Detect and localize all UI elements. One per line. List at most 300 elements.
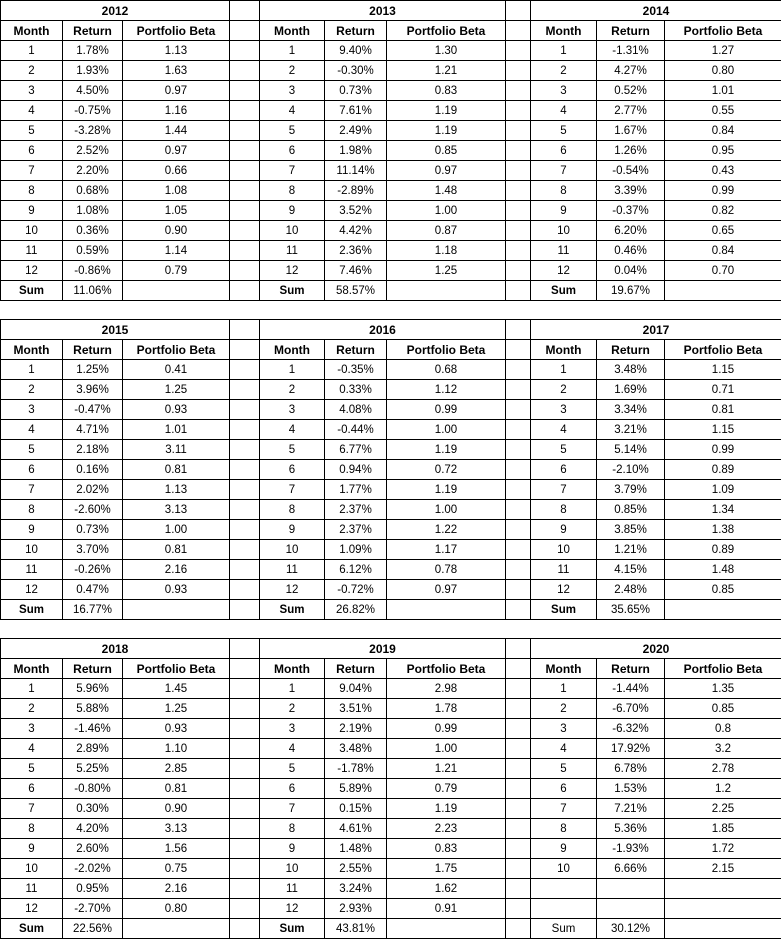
cell-return[interactable]: 1.69% — [597, 380, 665, 400]
cell-return[interactable]: 3.52% — [325, 201, 387, 221]
cell-portfolio-beta[interactable]: 3.11 — [123, 440, 230, 460]
cell-return[interactable]: 3.48% — [597, 360, 665, 380]
cell-portfolio-beta[interactable]: 0.78 — [387, 560, 506, 580]
cell-portfolio-beta[interactable]: 1.2 — [665, 779, 781, 799]
cell-return[interactable]: -0.30% — [325, 61, 387, 81]
cell-return[interactable]: 0.73% — [325, 81, 387, 101]
cell-portfolio-beta[interactable]: 0.85 — [665, 699, 781, 719]
cell-portfolio-beta[interactable]: 0.87 — [387, 221, 506, 241]
cell-sum-beta[interactable] — [387, 919, 506, 939]
cell-month[interactable]: 12 — [1, 899, 63, 919]
cell-return[interactable]: 1.53% — [597, 779, 665, 799]
cell-month[interactable]: 10 — [1, 221, 63, 241]
cell-portfolio-beta[interactable]: 1.18 — [387, 241, 506, 261]
cell-month[interactable]: 10 — [531, 540, 597, 560]
cell-portfolio-beta[interactable]: 1.16 — [123, 101, 230, 121]
cell-return[interactable]: 1.77% — [325, 480, 387, 500]
cell-return[interactable]: 6.78% — [597, 759, 665, 779]
cell-portfolio-beta[interactable]: 1.85 — [665, 819, 781, 839]
cell-month[interactable]: 9 — [1, 201, 63, 221]
cell-portfolio-beta[interactable]: 3.2 — [665, 739, 781, 759]
cell-month[interactable]: 11 — [1, 879, 63, 899]
cell-return[interactable]: 0.94% — [325, 460, 387, 480]
cell-month[interactable]: 3 — [1, 81, 63, 101]
cell-month[interactable]: 8 — [260, 500, 325, 520]
cell-month[interactable]: 11 — [1, 241, 63, 261]
cell-month[interactable]: 3 — [531, 81, 597, 101]
cell-portfolio-beta[interactable]: 1.21 — [387, 61, 506, 81]
cell-month[interactable]: 9 — [531, 520, 597, 540]
cell-month[interactable]: 1 — [531, 360, 597, 380]
cell-return[interactable]: 3.96% — [63, 380, 123, 400]
cell-month[interactable]: 4 — [531, 739, 597, 759]
cell-return[interactable]: 1.93% — [63, 61, 123, 81]
cell-return[interactable]: 1.67% — [597, 121, 665, 141]
cell-month[interactable]: 12 — [531, 261, 597, 281]
cell-month[interactable]: 3 — [260, 81, 325, 101]
cell-month[interactable]: 8 — [531, 500, 597, 520]
cell-return[interactable]: 5.96% — [63, 679, 123, 699]
cell-portfolio-beta[interactable]: 1.19 — [387, 101, 506, 121]
cell-portfolio-beta[interactable]: 2.16 — [123, 879, 230, 899]
cell-portfolio-beta[interactable]: 0.97 — [387, 161, 506, 181]
cell-month[interactable]: 7 — [531, 799, 597, 819]
cell-month[interactable]: 7 — [260, 161, 325, 181]
cell-return[interactable]: 6.12% — [325, 560, 387, 580]
cell-portfolio-beta[interactable]: 0.82 — [665, 201, 781, 221]
cell-return[interactable]: -0.54% — [597, 161, 665, 181]
cell-month[interactable]: 7 — [531, 161, 597, 181]
cell-portfolio-beta[interactable]: 0.85 — [665, 580, 781, 600]
cell-portfolio-beta[interactable]: 1.21 — [387, 759, 506, 779]
cell-sum-beta[interactable] — [387, 281, 506, 301]
cell-portfolio-beta[interactable]: 1.00 — [123, 520, 230, 540]
cell-portfolio-beta[interactable]: 1.48 — [665, 560, 781, 580]
cell-portfolio-beta[interactable]: 0.83 — [387, 81, 506, 101]
cell-portfolio-beta[interactable]: 1.56 — [123, 839, 230, 859]
cell-sum-return[interactable]: 19.67% — [597, 281, 665, 301]
cell-month[interactable]: 12 — [260, 580, 325, 600]
cell-month[interactable]: 5 — [531, 440, 597, 460]
cell-return[interactable]: 2.49% — [325, 121, 387, 141]
cell-month[interactable]: 4 — [1, 420, 63, 440]
cell-month[interactable]: 6 — [531, 460, 597, 480]
cell-return[interactable]: 3.39% — [597, 181, 665, 201]
cell-return[interactable]: 2.52% — [63, 141, 123, 161]
cell-blank[interactable] — [531, 899, 597, 919]
cell-month[interactable]: 5 — [1, 759, 63, 779]
cell-return[interactable]: 2.48% — [597, 580, 665, 600]
cell-portfolio-beta[interactable]: 0.80 — [123, 899, 230, 919]
cell-return[interactable]: 0.85% — [597, 500, 665, 520]
cell-month[interactable]: 11 — [1, 560, 63, 580]
cell-month[interactable]: 3 — [260, 719, 325, 739]
cell-portfolio-beta[interactable]: 0.91 — [387, 899, 506, 919]
cell-month[interactable]: 2 — [1, 699, 63, 719]
cell-return[interactable]: 3.79% — [597, 480, 665, 500]
cell-month[interactable]: 8 — [260, 181, 325, 201]
cell-return[interactable]: 1.98% — [325, 141, 387, 161]
cell-portfolio-beta[interactable]: 1.05 — [123, 201, 230, 221]
cell-portfolio-beta[interactable]: 0.89 — [665, 540, 781, 560]
cell-portfolio-beta[interactable]: 1.00 — [387, 201, 506, 221]
cell-month[interactable]: 10 — [531, 221, 597, 241]
cell-month[interactable]: 1 — [531, 679, 597, 699]
cell-return[interactable]: 3.24% — [325, 879, 387, 899]
cell-month[interactable]: 9 — [260, 201, 325, 221]
cell-portfolio-beta[interactable]: 0.80 — [665, 61, 781, 81]
cell-month[interactable]: 5 — [531, 121, 597, 141]
cell-return[interactable]: 5.36% — [597, 819, 665, 839]
cell-return[interactable]: 7.61% — [325, 101, 387, 121]
cell-month[interactable]: 1 — [260, 360, 325, 380]
cell-month[interactable]: 1 — [1, 360, 63, 380]
cell-month[interactable]: 2 — [531, 699, 597, 719]
cell-month[interactable]: 8 — [260, 819, 325, 839]
cell-return[interactable]: 3.21% — [597, 420, 665, 440]
cell-return[interactable]: 2.60% — [63, 839, 123, 859]
cell-return[interactable]: 11.14% — [325, 161, 387, 181]
cell-sum-return[interactable]: 58.57% — [325, 281, 387, 301]
cell-return[interactable]: 2.55% — [325, 859, 387, 879]
cell-portfolio-beta[interactable]: 1.01 — [123, 420, 230, 440]
cell-portfolio-beta[interactable]: 0.97 — [123, 81, 230, 101]
cell-month[interactable]: 1 — [531, 41, 597, 61]
cell-month[interactable]: 7 — [1, 480, 63, 500]
cell-return[interactable]: -0.26% — [63, 560, 123, 580]
cell-return[interactable]: 1.21% — [597, 540, 665, 560]
cell-portfolio-beta[interactable]: 0.93 — [123, 719, 230, 739]
cell-return[interactable]: -1.44% — [597, 679, 665, 699]
cell-return[interactable]: 0.46% — [597, 241, 665, 261]
cell-month[interactable]: 5 — [531, 759, 597, 779]
cell-portfolio-beta[interactable]: 0.71 — [665, 380, 781, 400]
cell-return[interactable]: 7.46% — [325, 261, 387, 281]
cell-month[interactable]: 12 — [1, 580, 63, 600]
cell-month[interactable]: 9 — [260, 520, 325, 540]
cell-return[interactable]: 0.68% — [63, 181, 123, 201]
cell-month[interactable]: 12 — [531, 580, 597, 600]
cell-portfolio-beta[interactable]: 0.79 — [123, 261, 230, 281]
cell-return[interactable]: 2.89% — [63, 739, 123, 759]
cell-return[interactable]: 1.08% — [63, 201, 123, 221]
cell-portfolio-beta[interactable]: 1.35 — [665, 679, 781, 699]
cell-portfolio-beta[interactable]: 1.48 — [387, 181, 506, 201]
cell-return[interactable]: 2.37% — [325, 520, 387, 540]
cell-blank[interactable] — [665, 879, 781, 899]
cell-return[interactable]: -0.86% — [63, 261, 123, 281]
cell-return[interactable]: 0.15% — [325, 799, 387, 819]
cell-return[interactable]: -2.89% — [325, 181, 387, 201]
cell-month[interactable]: 10 — [260, 221, 325, 241]
cell-return[interactable]: -0.72% — [325, 580, 387, 600]
cell-portfolio-beta[interactable]: 2.23 — [387, 819, 506, 839]
cell-return[interactable]: 9.04% — [325, 679, 387, 699]
cell-month[interactable]: 11 — [531, 241, 597, 261]
cell-portfolio-beta[interactable]: 1.27 — [665, 41, 781, 61]
cell-portfolio-beta[interactable]: 2.16 — [123, 560, 230, 580]
cell-portfolio-beta[interactable]: 2.78 — [665, 759, 781, 779]
cell-return[interactable]: 5.89% — [325, 779, 387, 799]
cell-return[interactable]: -1.78% — [325, 759, 387, 779]
cell-return[interactable]: 1.09% — [325, 540, 387, 560]
cell-month[interactable]: 9 — [531, 201, 597, 221]
cell-portfolio-beta[interactable]: 1.45 — [123, 679, 230, 699]
cell-month[interactable]: 3 — [1, 400, 63, 420]
cell-month[interactable]: 5 — [260, 440, 325, 460]
cell-return[interactable]: -2.02% — [63, 859, 123, 879]
cell-portfolio-beta[interactable]: 0.55 — [665, 101, 781, 121]
cell-month[interactable]: 10 — [1, 859, 63, 879]
cell-month[interactable]: 4 — [531, 420, 597, 440]
cell-month[interactable]: 3 — [260, 400, 325, 420]
cell-month[interactable]: 5 — [1, 121, 63, 141]
cell-sum-beta[interactable] — [665, 600, 781, 620]
cell-return[interactable]: 6.66% — [597, 859, 665, 879]
cell-portfolio-beta[interactable]: 0.8 — [665, 719, 781, 739]
cell-portfolio-beta[interactable]: 1.19 — [387, 440, 506, 460]
cell-sum-beta[interactable] — [387, 600, 506, 620]
cell-return[interactable]: 0.33% — [325, 380, 387, 400]
cell-return[interactable]: 0.59% — [63, 241, 123, 261]
cell-return[interactable]: 1.26% — [597, 141, 665, 161]
cell-return[interactable]: 0.95% — [63, 879, 123, 899]
cell-portfolio-beta[interactable]: 0.75 — [123, 859, 230, 879]
cell-month[interactable]: 4 — [260, 101, 325, 121]
cell-portfolio-beta[interactable]: 0.95 — [665, 141, 781, 161]
cell-month[interactable]: 2 — [531, 380, 597, 400]
cell-month[interactable]: 6 — [531, 779, 597, 799]
cell-return[interactable]: 4.42% — [325, 221, 387, 241]
cell-portfolio-beta[interactable]: 1.10 — [123, 739, 230, 759]
cell-return[interactable]: 5.25% — [63, 759, 123, 779]
cell-portfolio-beta[interactable]: 0.99 — [665, 440, 781, 460]
cell-portfolio-beta[interactable]: 0.97 — [387, 580, 506, 600]
cell-month[interactable]: 11 — [260, 241, 325, 261]
cell-month[interactable]: 4 — [260, 739, 325, 759]
cell-return[interactable]: -1.31% — [597, 41, 665, 61]
cell-sum-return[interactable]: 22.56% — [63, 919, 123, 939]
cell-sum-return[interactable]: 11.06% — [63, 281, 123, 301]
cell-blank[interactable] — [597, 879, 665, 899]
cell-portfolio-beta[interactable]: 0.85 — [387, 141, 506, 161]
cell-portfolio-beta[interactable]: 0.79 — [387, 779, 506, 799]
cell-sum-beta[interactable] — [123, 281, 230, 301]
cell-return[interactable]: -2.10% — [597, 460, 665, 480]
cell-return[interactable]: 4.08% — [325, 400, 387, 420]
cell-return[interactable]: 3.48% — [325, 739, 387, 759]
cell-portfolio-beta[interactable]: 0.43 — [665, 161, 781, 181]
cell-portfolio-beta[interactable]: 1.38 — [665, 520, 781, 540]
cell-return[interactable]: 2.02% — [63, 480, 123, 500]
cell-month[interactable]: 6 — [1, 779, 63, 799]
cell-portfolio-beta[interactable]: 1.08 — [123, 181, 230, 201]
cell-return[interactable]: 5.14% — [597, 440, 665, 460]
cell-month[interactable]: 8 — [1, 500, 63, 520]
cell-sum-beta[interactable] — [665, 281, 781, 301]
cell-return[interactable]: 1.78% — [63, 41, 123, 61]
cell-return[interactable]: 0.04% — [597, 261, 665, 281]
cell-month[interactable]: 4 — [260, 420, 325, 440]
cell-portfolio-beta[interactable]: 0.66 — [123, 161, 230, 181]
cell-return[interactable]: 1.48% — [325, 839, 387, 859]
cell-return[interactable]: 3.51% — [325, 699, 387, 719]
cell-return[interactable]: 4.71% — [63, 420, 123, 440]
cell-portfolio-beta[interactable]: 0.99 — [665, 181, 781, 201]
cell-month[interactable]: 6 — [1, 460, 63, 480]
cell-portfolio-beta[interactable]: 1.25 — [123, 699, 230, 719]
cell-month[interactable]: 8 — [1, 181, 63, 201]
cell-month[interactable]: 1 — [260, 679, 325, 699]
cell-month[interactable]: 9 — [1, 520, 63, 540]
cell-portfolio-beta[interactable]: 3.13 — [123, 819, 230, 839]
cell-month[interactable]: 12 — [1, 261, 63, 281]
cell-month[interactable]: 5 — [260, 121, 325, 141]
cell-portfolio-beta[interactable]: 1.15 — [665, 360, 781, 380]
cell-portfolio-beta[interactable]: 2.25 — [665, 799, 781, 819]
cell-month[interactable]: 8 — [531, 819, 597, 839]
cell-month[interactable]: 9 — [531, 839, 597, 859]
cell-month[interactable]: 3 — [1, 719, 63, 739]
cell-return[interactable]: 0.36% — [63, 221, 123, 241]
cell-month[interactable]: 5 — [260, 759, 325, 779]
cell-portfolio-beta[interactable]: 1.00 — [387, 420, 506, 440]
cell-return[interactable]: 0.16% — [63, 460, 123, 480]
cell-portfolio-beta[interactable]: 2.15 — [665, 859, 781, 879]
cell-return[interactable]: 3.85% — [597, 520, 665, 540]
cell-month[interactable]: 1 — [1, 41, 63, 61]
cell-month[interactable]: 6 — [1, 141, 63, 161]
cell-month[interactable]: 12 — [260, 899, 325, 919]
cell-portfolio-beta[interactable]: 0.65 — [665, 221, 781, 241]
cell-return[interactable]: 4.27% — [597, 61, 665, 81]
cell-portfolio-beta[interactable]: 0.72 — [387, 460, 506, 480]
cell-return[interactable]: 3.34% — [597, 400, 665, 420]
cell-portfolio-beta[interactable]: 1.09 — [665, 480, 781, 500]
cell-return[interactable]: 2.19% — [325, 719, 387, 739]
cell-portfolio-beta[interactable]: 0.81 — [123, 460, 230, 480]
cell-portfolio-beta[interactable]: 0.90 — [123, 799, 230, 819]
cell-portfolio-beta[interactable]: 1.19 — [387, 480, 506, 500]
cell-return[interactable]: 4.15% — [597, 560, 665, 580]
cell-return[interactable]: 4.61% — [325, 819, 387, 839]
cell-portfolio-beta[interactable]: 0.90 — [123, 221, 230, 241]
cell-month[interactable]: 10 — [531, 859, 597, 879]
cell-return[interactable]: 6.20% — [597, 221, 665, 241]
cell-month[interactable]: 6 — [531, 141, 597, 161]
cell-return[interactable]: 5.88% — [63, 699, 123, 719]
cell-month[interactable]: 7 — [1, 161, 63, 181]
cell-return[interactable]: -0.80% — [63, 779, 123, 799]
cell-return[interactable]: -0.75% — [63, 101, 123, 121]
cell-return[interactable]: 3.70% — [63, 540, 123, 560]
cell-return[interactable]: 2.18% — [63, 440, 123, 460]
cell-return[interactable]: -2.60% — [63, 500, 123, 520]
cell-month[interactable]: 10 — [260, 859, 325, 879]
cell-sum-beta[interactable] — [123, 919, 230, 939]
cell-return[interactable]: 2.37% — [325, 500, 387, 520]
cell-month[interactable]: 8 — [1, 819, 63, 839]
cell-return[interactable]: 0.47% — [63, 580, 123, 600]
cell-return[interactable]: -6.32% — [597, 719, 665, 739]
cell-portfolio-beta[interactable]: 0.84 — [665, 121, 781, 141]
cell-portfolio-beta[interactable]: 1.30 — [387, 41, 506, 61]
cell-return[interactable]: -0.37% — [597, 201, 665, 221]
cell-month[interactable]: 2 — [1, 61, 63, 81]
cell-portfolio-beta[interactable]: 1.75 — [387, 859, 506, 879]
cell-month[interactable]: 6 — [260, 460, 325, 480]
cell-month[interactable]: 4 — [1, 101, 63, 121]
cell-blank[interactable] — [531, 879, 597, 899]
cell-return[interactable]: 0.73% — [63, 520, 123, 540]
cell-blank[interactable] — [597, 899, 665, 919]
cell-portfolio-beta[interactable]: 1.17 — [387, 540, 506, 560]
cell-return[interactable]: -3.28% — [63, 121, 123, 141]
cell-portfolio-beta[interactable]: 0.83 — [387, 839, 506, 859]
cell-portfolio-beta[interactable]: 0.93 — [123, 580, 230, 600]
cell-sum-return[interactable]: 26.82% — [325, 600, 387, 620]
cell-month[interactable]: 3 — [531, 400, 597, 420]
cell-portfolio-beta[interactable]: 0.99 — [387, 719, 506, 739]
cell-portfolio-beta[interactable]: 1.78 — [387, 699, 506, 719]
cell-portfolio-beta[interactable]: 1.13 — [123, 480, 230, 500]
cell-month[interactable]: 4 — [531, 101, 597, 121]
cell-month[interactable]: 11 — [260, 560, 325, 580]
cell-portfolio-beta[interactable]: 1.19 — [387, 799, 506, 819]
cell-portfolio-beta[interactable]: 1.25 — [387, 261, 506, 281]
cell-return[interactable]: 0.52% — [597, 81, 665, 101]
cell-month[interactable]: 9 — [1, 839, 63, 859]
cell-return[interactable]: 7.21% — [597, 799, 665, 819]
cell-portfolio-beta[interactable]: 0.81 — [123, 540, 230, 560]
cell-month[interactable]: 1 — [1, 679, 63, 699]
cell-month[interactable]: 2 — [1, 380, 63, 400]
cell-return[interactable]: 6.77% — [325, 440, 387, 460]
cell-month[interactable]: 3 — [531, 719, 597, 739]
cell-month[interactable]: 2 — [531, 61, 597, 81]
cell-sum-return[interactable]: 35.65% — [597, 600, 665, 620]
cell-return[interactable]: -2.70% — [63, 899, 123, 919]
cell-portfolio-beta[interactable]: 1.63 — [123, 61, 230, 81]
cell-month[interactable]: 1 — [260, 41, 325, 61]
cell-return[interactable]: -6.70% — [597, 699, 665, 719]
cell-month[interactable]: 8 — [531, 181, 597, 201]
cell-portfolio-beta[interactable]: 1.12 — [387, 380, 506, 400]
cell-month[interactable]: 6 — [260, 141, 325, 161]
cell-portfolio-beta[interactable]: 0.99 — [387, 400, 506, 420]
cell-portfolio-beta[interactable]: 0.81 — [123, 779, 230, 799]
cell-portfolio-beta[interactable]: 0.41 — [123, 360, 230, 380]
cell-portfolio-beta[interactable]: 0.89 — [665, 460, 781, 480]
cell-month[interactable]: 2 — [260, 61, 325, 81]
cell-portfolio-beta[interactable]: 1.44 — [123, 121, 230, 141]
cell-portfolio-beta[interactable]: 1.19 — [387, 121, 506, 141]
cell-month[interactable]: 10 — [1, 540, 63, 560]
cell-return[interactable]: 2.20% — [63, 161, 123, 181]
cell-return[interactable]: 9.40% — [325, 41, 387, 61]
cell-sum-return[interactable]: 43.81% — [325, 919, 387, 939]
cell-portfolio-beta[interactable]: 2.85 — [123, 759, 230, 779]
cell-portfolio-beta[interactable]: 1.13 — [123, 41, 230, 61]
cell-month[interactable]: 6 — [260, 779, 325, 799]
cell-portfolio-beta[interactable]: 1.14 — [123, 241, 230, 261]
cell-return[interactable]: 2.36% — [325, 241, 387, 261]
cell-return[interactable]: 2.77% — [597, 101, 665, 121]
cell-portfolio-beta[interactable]: 2.98 — [387, 679, 506, 699]
cell-portfolio-beta[interactable]: 1.01 — [665, 81, 781, 101]
cell-portfolio-beta[interactable]: 0.81 — [665, 400, 781, 420]
cell-sum-return[interactable]: 30.12% — [597, 919, 665, 939]
